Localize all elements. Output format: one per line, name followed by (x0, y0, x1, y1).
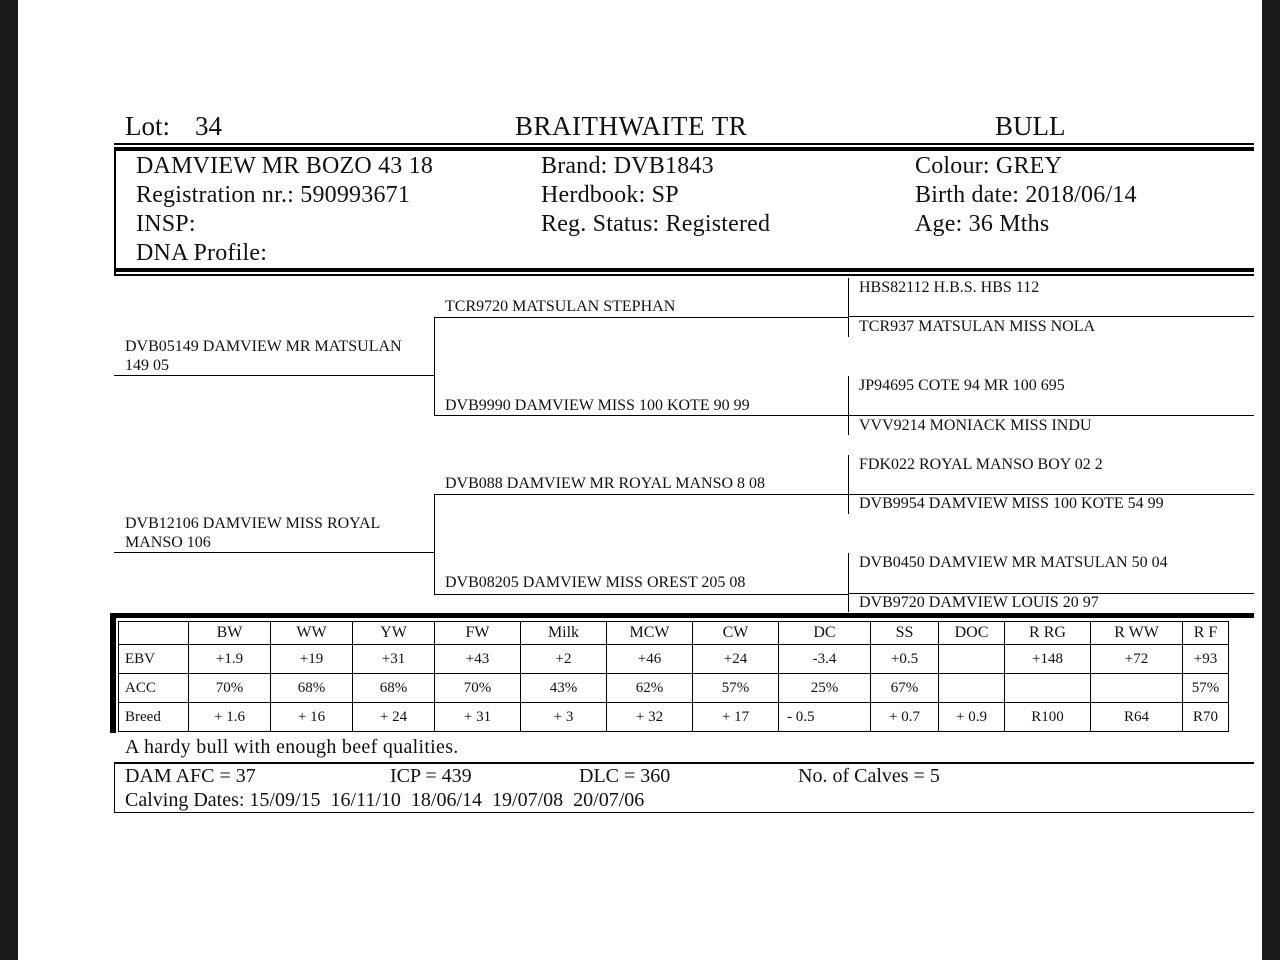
ebv-cell: + 3 (521, 703, 607, 732)
ebv-table (118, 621, 1229, 732)
lot-number: 34 (195, 111, 222, 141)
sire-bracket (434, 317, 435, 415)
ebv-cell: +19 (271, 645, 353, 674)
lot-label: Lot: (125, 111, 170, 141)
dam-name: DVB12106 DAMVIEW MISS ROYAL MANSO 106 (125, 515, 380, 551)
sire-name: DVB05149 DAMVIEW MR MATSULAN 149 05 (125, 338, 402, 374)
comment-rule (114, 762, 1254, 764)
info-left-border (114, 147, 116, 275)
dam-icp: ICP = 439 (390, 765, 472, 787)
ebv-cell: +31 (353, 645, 435, 674)
gg-bracket-3 (848, 455, 849, 514)
ebv-cell: + 0.7 (871, 703, 939, 732)
dam-calves: No. of Calves = 5 (798, 765, 940, 787)
ebv-cell: + 17 (693, 703, 779, 732)
ebv-cell: 43% (521, 674, 607, 703)
dam-left-border (114, 762, 115, 813)
ebv-row-acc (119, 674, 1229, 703)
registration-number: Registration nr.: 590993671 (136, 182, 411, 208)
header-rule-top (114, 143, 1254, 145)
ebv-cell: -3.4 (779, 645, 871, 674)
ebv-cell: +148 (1005, 645, 1091, 674)
gg-bracket-2 (848, 376, 849, 435)
ebv-cell (1005, 674, 1091, 703)
lot-sheet (18, 0, 1262, 960)
gg-8: DVB9720 DAMVIEW LOUIS 20 97 (859, 594, 1099, 611)
ebv-col-header: WW (271, 622, 353, 645)
ebv-cell: 70% (435, 674, 521, 703)
ebv-cell: 57% (693, 674, 779, 703)
ebv-cell: +93 (1183, 645, 1229, 674)
age: Age: 36 Mths (915, 211, 1050, 237)
insp-label: INSP: (136, 211, 196, 237)
ebv-col-header: MCW (607, 622, 693, 645)
brand: Brand: DVB1843 (541, 153, 714, 179)
header-rule-bold (114, 147, 1254, 151)
ebv-col-header: Milk (521, 622, 607, 645)
dam-afc: DAM AFC = 37 (125, 765, 256, 787)
dam-dlc: DLC = 360 (579, 765, 671, 787)
ebv-cell: + 32 (607, 703, 693, 732)
dam-dam-line (434, 594, 848, 595)
ebv-cell: 68% (353, 674, 435, 703)
ebv-row-label: EBV (119, 645, 189, 674)
gg-4: VVV9214 MONIACK MISS INDU (859, 417, 1092, 434)
gg-bracket-1 (848, 278, 849, 337)
ebv-cell: - 0.5 (779, 703, 871, 732)
ebv-cell: +43 (435, 645, 521, 674)
ebv-cell: + 31 (435, 703, 521, 732)
ebv-cell (939, 645, 1005, 674)
ebv-col-header: R WW (1091, 622, 1183, 645)
gg-5: FDK022 ROYAL MANSO BOY 02 2 (859, 456, 1103, 473)
breeder-name: BRAITHWAITE TR (515, 111, 748, 141)
calving-dates: Calving Dates: 15/09/15 16/11/10 18/06/14 19/07/08 20/07/06 (125, 789, 645, 811)
ebv-cell: R70 (1183, 703, 1229, 732)
ebv-col-header: BW (189, 622, 271, 645)
ebv-cell: + 0.9 (939, 703, 1005, 732)
animal-name: DAMVIEW MR BOZO 43 18 (136, 153, 434, 179)
dam-sire-line (434, 494, 848, 495)
ebv-cell: +0.5 (871, 645, 939, 674)
ebv-header-row (119, 622, 1229, 645)
ebv-cell: +24 (693, 645, 779, 674)
info-rule-thin (114, 274, 1254, 276)
dam-line (114, 552, 434, 553)
registration-status: Reg. Status: Registered (541, 211, 771, 237)
ebv-cell (939, 674, 1005, 703)
ebv-cell: + 16 (271, 703, 353, 732)
ebv-cell: 68% (271, 674, 353, 703)
ebv-row-breed (119, 703, 1229, 732)
ebv-cell: R100 (1005, 703, 1091, 732)
ebv-col-header: FW (435, 622, 521, 645)
ebv-cell: +1.9 (189, 645, 271, 674)
ebv-cell: 57% (1183, 674, 1229, 703)
ebv-cell: + 1.6 (189, 703, 271, 732)
sire-sire-name: TCR9720 MATSULAN STEPHAN (445, 298, 676, 315)
ebv-cell: R64 (1091, 703, 1183, 732)
sire-sire-line (434, 317, 848, 318)
ebv-col-header: R F (1183, 622, 1229, 645)
ebv-corner (119, 622, 189, 645)
dam-bottom-rule (114, 812, 1254, 813)
dam-bracket (434, 494, 435, 594)
ebv-col-header: SS (871, 622, 939, 645)
ebv-col-header: DOC (939, 622, 1005, 645)
dam-dam-name: DVB08205 DAMVIEW MISS OREST 205 08 (445, 574, 746, 591)
gg-6: DVB9954 DAMVIEW MISS 100 KOTE 54 99 (859, 495, 1164, 512)
animal-type: BULL (995, 111, 1066, 141)
gg-3: JP94695 COTE 94 MR 100 695 (859, 377, 1065, 394)
ebv-col-header: DC (779, 622, 871, 645)
ebv-row-label: ACC (119, 674, 189, 703)
ebv-cell: 67% (871, 674, 939, 703)
ebv-left-bar (110, 613, 116, 733)
colour: Colour: GREY (915, 153, 1063, 179)
ebv-cell: 25% (779, 674, 871, 703)
ebv-cell: 62% (607, 674, 693, 703)
sire-dam-line (434, 415, 848, 416)
bull-comment: A hardy bull with enough beef qualities. (125, 736, 459, 758)
ebv-col-header: CW (693, 622, 779, 645)
ebv-cell: +72 (1091, 645, 1183, 674)
gg-1: HBS82112 H.B.S. HBS 112 (859, 279, 1040, 296)
ebv-cell: +46 (607, 645, 693, 674)
birth-date: Birth date: 2018/06/14 (915, 182, 1137, 208)
ebv-row-ebv (119, 645, 1229, 674)
sire-line (114, 375, 434, 376)
ebv-cell: +2 (521, 645, 607, 674)
ebv-rule-bold (110, 613, 1254, 618)
sire-dam-name: DVB9990 DAMVIEW MISS 100 KOTE 90 99 (445, 397, 750, 414)
ebv-cell (1091, 674, 1183, 703)
info-rule-bold (114, 268, 1254, 272)
ebv-cell: 70% (189, 674, 271, 703)
ebv-row-label: Breed (119, 703, 189, 732)
dna-profile: DNA Profile: (136, 240, 268, 266)
gg-7: DVB0450 DAMVIEW MR MATSULAN 50 04 (859, 554, 1168, 571)
ebv-cell: + 24 (353, 703, 435, 732)
herdbook: Herdbook: SP (541, 182, 679, 208)
dam-sire-name: DVB088 DAMVIEW MR ROYAL MANSO 8 08 (445, 475, 766, 492)
gg-2: TCR937 MATSULAN MISS NOLA (859, 318, 1096, 335)
gg-bracket-4 (848, 553, 849, 612)
ebv-col-header: R RG (1005, 622, 1091, 645)
ebv-col-header: YW (353, 622, 435, 645)
